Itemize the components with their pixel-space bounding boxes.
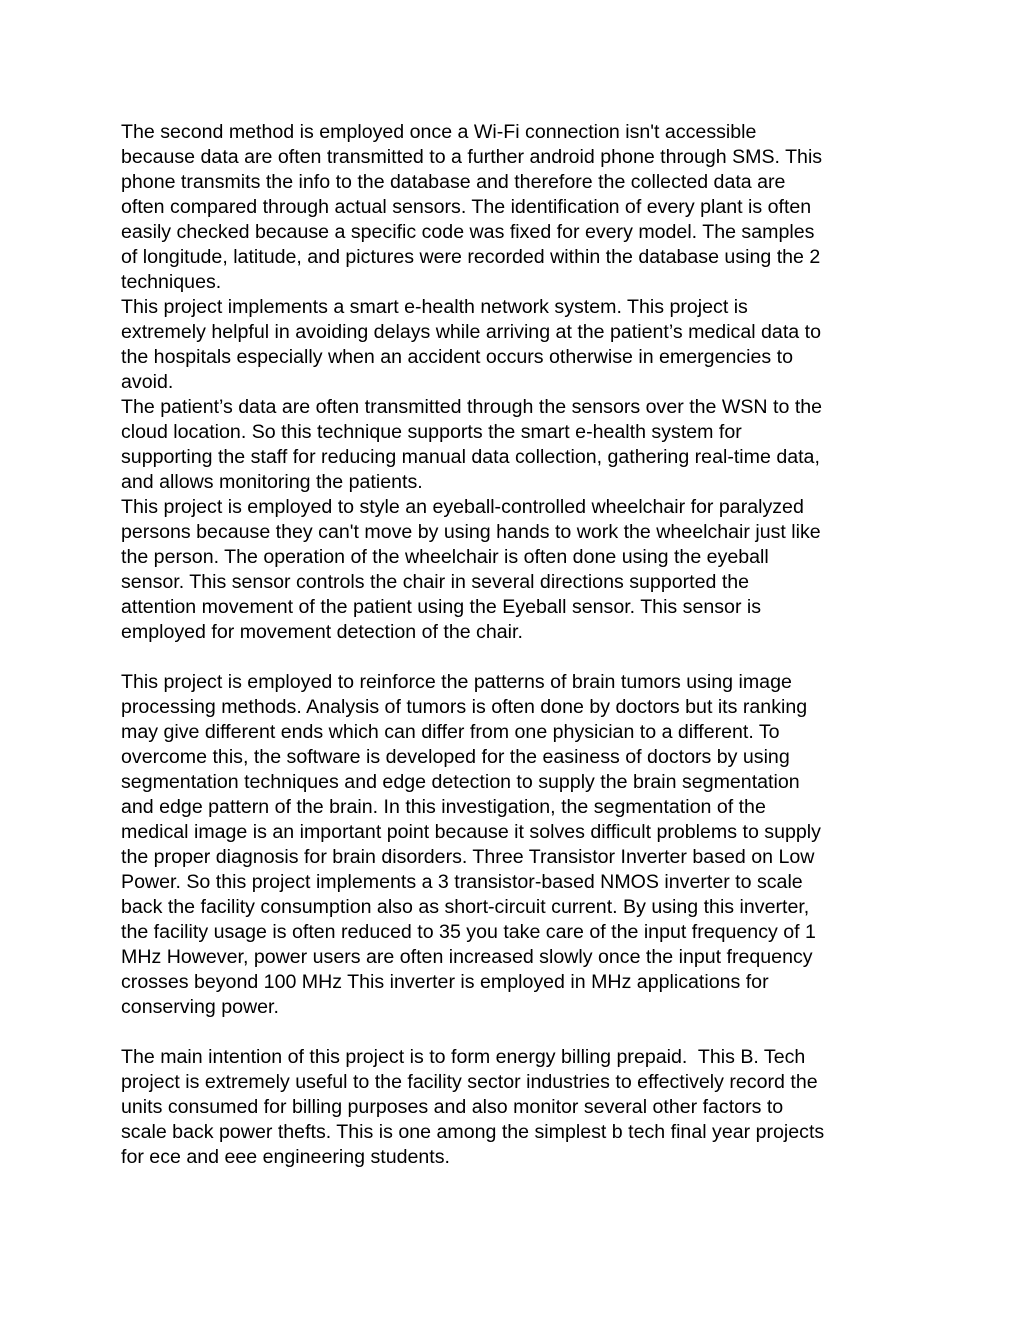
- text-line: the hospitals especially when an accident occurs otherwise in emergencies to: [121, 346, 793, 368]
- text-line: of longitude, latitude, and pictures were recorded within the database using the 2: [121, 246, 821, 268]
- text-line: project is extremely useful to the facility sector industries to effectively record the: [121, 1071, 818, 1093]
- paragraph-brain-tumor-inverter: [121, 670, 911, 1020]
- paragraph-wifi-sms-method: [121, 120, 911, 295]
- text-line: This project is employed to reinforce the patterns of brain tumors using image: [121, 671, 792, 693]
- text-line: back the facility consumption also as short-circuit current. By using this inverter,: [121, 896, 810, 918]
- text-line: easily checked because a specific code was fixed for every model. The samples: [121, 221, 815, 243]
- text-line: This project implements a smart e-health network system. This project is: [121, 296, 748, 318]
- text-line: for ece and eee engineering students.: [121, 1146, 450, 1168]
- document-body: [121, 120, 911, 1170]
- text-line: persons because they can't move by using hands to work the wheelchair just like: [121, 521, 821, 543]
- text-line: because data are often transmitted to a further android phone through SMS. This: [121, 146, 823, 168]
- paragraph-spacer: [121, 645, 911, 670]
- text-line: scale back power thefts. This is one among the simplest b tech final year projects: [121, 1121, 825, 1143]
- text-line: extremely helpful in avoiding delays while arriving at the patient’s medical data to: [121, 321, 821, 343]
- paragraph-spacer: [121, 1020, 911, 1045]
- text-line: The second method is employed once a Wi-Fi connection isn't accessible: [121, 121, 757, 143]
- text-line: attention movement of the patient using the Eyeball sensor. This sensor is: [121, 596, 762, 618]
- text-line: avoid.: [121, 371, 174, 393]
- text-line: conserving power.: [121, 996, 279, 1018]
- text-line: MHz However, power users are often increased slowly once the input frequency: [121, 946, 813, 968]
- text-line: overcome this, the software is developed for the easiness of doctors by using: [121, 746, 790, 768]
- text-line: segmentation techniques and edge detection to supply the brain segmentation: [121, 771, 800, 793]
- text-line: This project is employed to style an eyeball-controlled wheelchair for paralyzed: [121, 496, 804, 518]
- text-line: crosses beyond 100 MHz This inverter is employed in MHz applications for: [121, 971, 769, 993]
- text-line: often compared through actual sensors. The identification of every plant is often: [121, 196, 812, 218]
- text-line: employed for movement detection of the chair.: [121, 621, 523, 643]
- paragraph-eyeball-wheelchair: [121, 495, 911, 645]
- text-line: The main intention of this project is to form energy billing prepaid. This B. Tech: [121, 1046, 806, 1068]
- text-line: cloud location. So this technique supports the smart e-health system for: [121, 421, 742, 443]
- paragraph-e-health-network: [121, 295, 911, 395]
- text-line: sensor. This sensor controls the chair in several directions supported the: [121, 571, 750, 593]
- text-line: the proper diagnosis for brain disorders. Three Transistor Inverter based on Low: [121, 846, 815, 868]
- paragraph-wsn-cloud: [121, 395, 911, 495]
- text-line: and edge pattern of the brain. In this investigation, the segmentation of the: [121, 796, 766, 818]
- text-line: supporting the staff for reducing manual data collection, gathering real-time data,: [121, 446, 820, 468]
- text-line: techniques.: [121, 271, 222, 293]
- paragraph-energy-billing: [121, 1045, 911, 1170]
- text-line: medical image is an important point because it solves difficult problems to supply: [121, 821, 821, 843]
- text-line: The patient’s data are often transmitted through the sensors over the WSN to the: [121, 396, 823, 418]
- text-line: Power. So this project implements a 3 transistor-based NMOS inverter to scale: [121, 871, 803, 893]
- text-line: units consumed for billing purposes and also monitor several other factors to: [121, 1096, 784, 1118]
- text-line: and allows monitoring the patients.: [121, 471, 423, 493]
- text-line: phone transmits the info to the database and therefore the collected data are: [121, 171, 786, 193]
- text-line: the person. The operation of the wheelchair is often done using the eyeball: [121, 546, 769, 568]
- text-line: may give different ends which can differ from one physician to a different. To: [121, 721, 780, 743]
- text-line: the facility usage is often reduced to 35 you take care of the input frequency of 1: [121, 921, 816, 943]
- text-line: processing methods. Analysis of tumors is often done by doctors but its ranking: [121, 696, 808, 718]
